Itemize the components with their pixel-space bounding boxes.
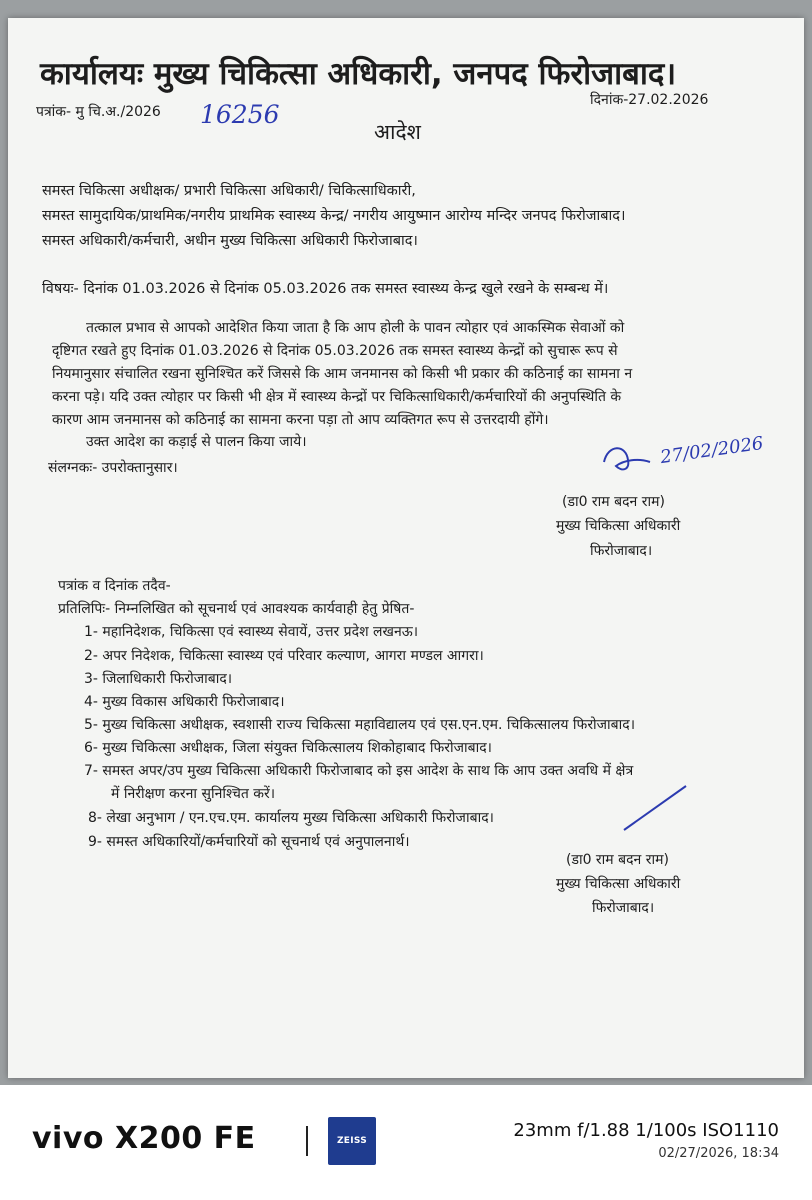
copy-list-item-continuation: में निरीक्षण करना सुनिश्चित करें। xyxy=(111,786,276,802)
enclosure-line: संलग्नकः- उपरोक्तानुसार। xyxy=(48,460,178,476)
copy-list-item: 5- मुख्य चिकित्सा अधीक्षक, स्वशासी राज्य चिकित्सा महाविद्यालय एवं एस.एन.एम. चिकित्सालय फिरोजाबाद। xyxy=(84,717,636,733)
body-line: करना पड़े। यदि उक्त त्योहार पर किसी भी क्षेत्र में स्वास्थ्य केन्द्रों पर चिकित्साधिकारी/कर्मचारियों की अनुपस्थिति के xyxy=(52,389,622,405)
compliance-line: उक्त आदेश का कड़ाई से पालन किया जाये। xyxy=(86,434,307,450)
copy-list-item: 3- जिलाधिकारी फिरोजाबाद। xyxy=(84,671,233,687)
letter-date: दिनांक-27.02.2026 xyxy=(590,92,709,108)
camera-brand: vivo X200 FE xyxy=(32,1121,256,1156)
watermark-divider xyxy=(306,1126,308,1156)
body-line: कारण आम जनमानस को कठिनाई का सामना करना पड़ा तो आप व्यक्तिगत रूप से उत्तरदायी होंगे। xyxy=(52,412,549,428)
copy-list-item: 9- समस्त अधिकारियों/कर्मचारियों को सूचनार्थ एवं अनुपालनार्थ। xyxy=(88,834,410,850)
reference-number: पत्रांक- मु चि.अ./2026 xyxy=(36,104,161,120)
subject-line: विषयः- दिनांक 01.03.2026 से दिनांक 05.03.2026 तक समस्त स्वास्थ्य केन्द्र खुले रखने के सम्बन्ध में। xyxy=(42,281,609,297)
addressee-line: समस्त सामुदायिक/प्राथमिक/नगरीय प्राथमिक स्वास्थ्य केन्द्र/ नगरीय आयुष्मान आरोग्य मन्दिर जनपद फिरोजाबाद। xyxy=(42,208,626,224)
copy-list-item: 8- लेखा अनुभाग / एन.एच.एम. कार्यालय मुख्य चिकित्सा अधिकारी फिरोजाबाद। xyxy=(88,810,494,826)
signatory2-place: फिरोजाबाद। xyxy=(592,900,655,916)
handwritten-reference: 16256 xyxy=(200,100,280,129)
copy-intro: प्रतिलिपिः- निम्नलिखित को सूचनार्थ एवं आवश्यक कार्यवाही हेतु प्रेषित- xyxy=(58,601,415,617)
body-line: दृष्टिगत रखते हुए दिनांक 01.03.2026 से दिनांक 05.03.2026 तक समस्त स्वास्थ्य केन्द्रों को सुचारू रूप से xyxy=(52,343,618,359)
copy-list-item: 6- मुख्य चिकित्सा अधीक्षक, जिला संयुक्त चिकित्सालय शिकोहाबाद फिरोजाबाद। xyxy=(84,740,492,756)
office-heading: कार्यालयः मुख्य चिकित्सा अधिकारी, जनपद फिरोजाबाद। xyxy=(40,56,677,92)
copy-list-item: 7- समस्त अपर/उप मुख्य चिकित्सा अधिकारी फिरोजाबाद को इस आदेश के साथ कि आप उक्त अवधि में क्षेत्र xyxy=(84,763,634,779)
body-line: नियमानुसार संचालित रखना सुनिश्चित करें जिससे कि आम जनमानस को किसी भी प्रकार की कठिनाई का सामना न xyxy=(52,366,633,382)
signatory-place: फिरोजाबाद। xyxy=(590,543,653,559)
signatory2-designation: मुख्य चिकित्सा अधिकारी xyxy=(556,876,681,892)
copy-list-item: 2- अपर निदेशक, चिकित्सा स्वास्थ्य एवं परिवार कल्याण, आगरा मण्डल आगरा। xyxy=(84,648,484,664)
copy-reference: पत्रांक व दिनांक तदैव- xyxy=(58,578,171,594)
handwritten-signature-date: 27/02/2026 xyxy=(659,432,765,469)
copy-list-item: 4- मुख्य विकास अधिकारी फिरोजाबाद। xyxy=(84,694,285,710)
order-title: आदेश xyxy=(374,120,421,144)
letter-paper xyxy=(8,18,804,1078)
exif-info: 23mm f/1.88 1/100s ISO1110 xyxy=(513,1120,779,1141)
photo-datetime: 02/27/2026, 18:34 xyxy=(658,1146,779,1161)
signatory-designation: मुख्य चिकित्सा अधिकारी xyxy=(556,518,681,534)
initial-stroke xyxy=(618,780,698,840)
addressee-line: समस्त चिकित्सा अधीक्षक/ प्रभारी चिकित्सा अधिकारी/ चिकित्साधिकारी, xyxy=(42,183,416,199)
copy-list-item: 1- महानिदेशक, चिकित्सा एवं स्वास्थ्य सेवायें, उत्तर प्रदेश लखनऊ। xyxy=(84,624,419,640)
addressee-line: समस्त अधिकारी/कर्मचारी, अधीन मुख्य चिकित्सा अधिकारी फिरोजाबाद। xyxy=(42,233,418,249)
zeiss-logo-icon: ZEISS xyxy=(328,1117,376,1165)
body-line: तत्काल प्रभाव से आपको आदेशित किया जाता है कि आप होली के पावन त्योहार एवं आकस्मिक सेवाओं को xyxy=(86,320,625,336)
signatory-name: (डा0 राम बदन राम) xyxy=(562,494,665,510)
signatory2-name: (डा0 राम बदन राम) xyxy=(566,852,669,868)
